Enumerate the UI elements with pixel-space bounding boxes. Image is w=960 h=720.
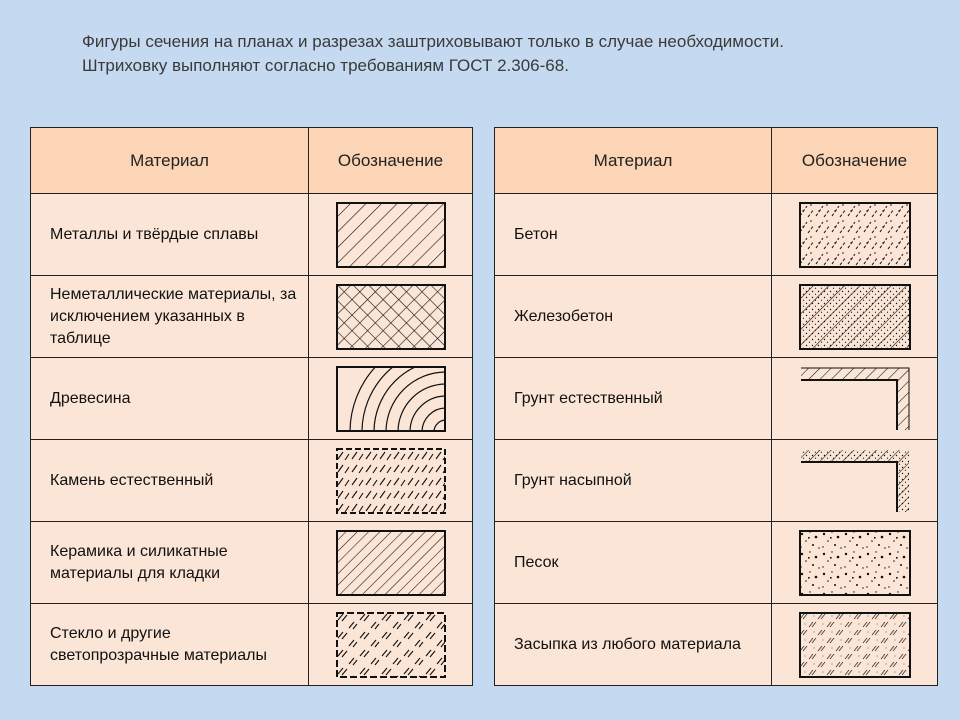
concrete-hatch-icon [799, 202, 911, 268]
table-row [495, 276, 938, 358]
hatching-table-left [30, 127, 473, 686]
material-name: Песок [495, 522, 772, 604]
sand-hatch-icon [799, 530, 911, 596]
material-name: Грунт насыпной [495, 440, 772, 522]
ceramic-hatch-icon [336, 530, 446, 596]
table-row [495, 604, 938, 686]
material-name: Камень естественный [31, 440, 309, 522]
material-name: Бетон [495, 194, 772, 276]
table-row [31, 276, 473, 358]
material-name: Засыпка из любого материала [495, 604, 772, 686]
fill-soil-hatch-icon [799, 448, 911, 514]
column-header-symbol: Обозначение [309, 128, 473, 194]
column-header-symbol: Обозначение [772, 128, 938, 194]
material-name: Древесина [31, 358, 309, 440]
material-name: Металлы и твёрдые сплавы [31, 194, 309, 276]
table-row [495, 358, 938, 440]
material-name: Неметаллические материалы, за исключением указанных в таблице [31, 276, 309, 358]
heading-line-1: Фигуры сечения на планах и разрезах заштриховывают только в случае необходимости. [82, 32, 784, 51]
wood-rings-icon [336, 366, 446, 432]
table-row [31, 522, 473, 604]
table-row [31, 440, 473, 522]
glass-hatch-icon [336, 612, 446, 678]
column-header-material: Материал [31, 128, 309, 194]
stone-hatch-icon [336, 448, 446, 514]
material-name: Железобетон [495, 276, 772, 358]
reinforced-concrete-hatch-icon [799, 284, 911, 350]
material-name: Стекло и другие светопрозрачные материалы [31, 604, 309, 686]
table-header-row [495, 128, 938, 194]
hatching-table-right [494, 127, 938, 686]
table-header-row [31, 128, 473, 194]
page-heading [82, 30, 942, 78]
table-row [31, 358, 473, 440]
table-row [495, 522, 938, 604]
table-row [31, 194, 473, 276]
metal-hatch-icon [336, 202, 446, 268]
natural-soil-hatch-icon [799, 366, 911, 432]
material-name: Керамика и силикатные материалы для кладки [31, 522, 309, 604]
backfill-hatch-icon [799, 612, 911, 678]
table-row [495, 440, 938, 522]
heading-line-2: Штриховку выполняют согласно требованиям ГОСТ 2.306-68. [82, 56, 569, 75]
column-header-material: Материал [495, 128, 772, 194]
nonmetal-crosshatch-icon [336, 284, 446, 350]
material-name: Грунт естественный [495, 358, 772, 440]
table-row [31, 604, 473, 686]
table-row [495, 194, 938, 276]
